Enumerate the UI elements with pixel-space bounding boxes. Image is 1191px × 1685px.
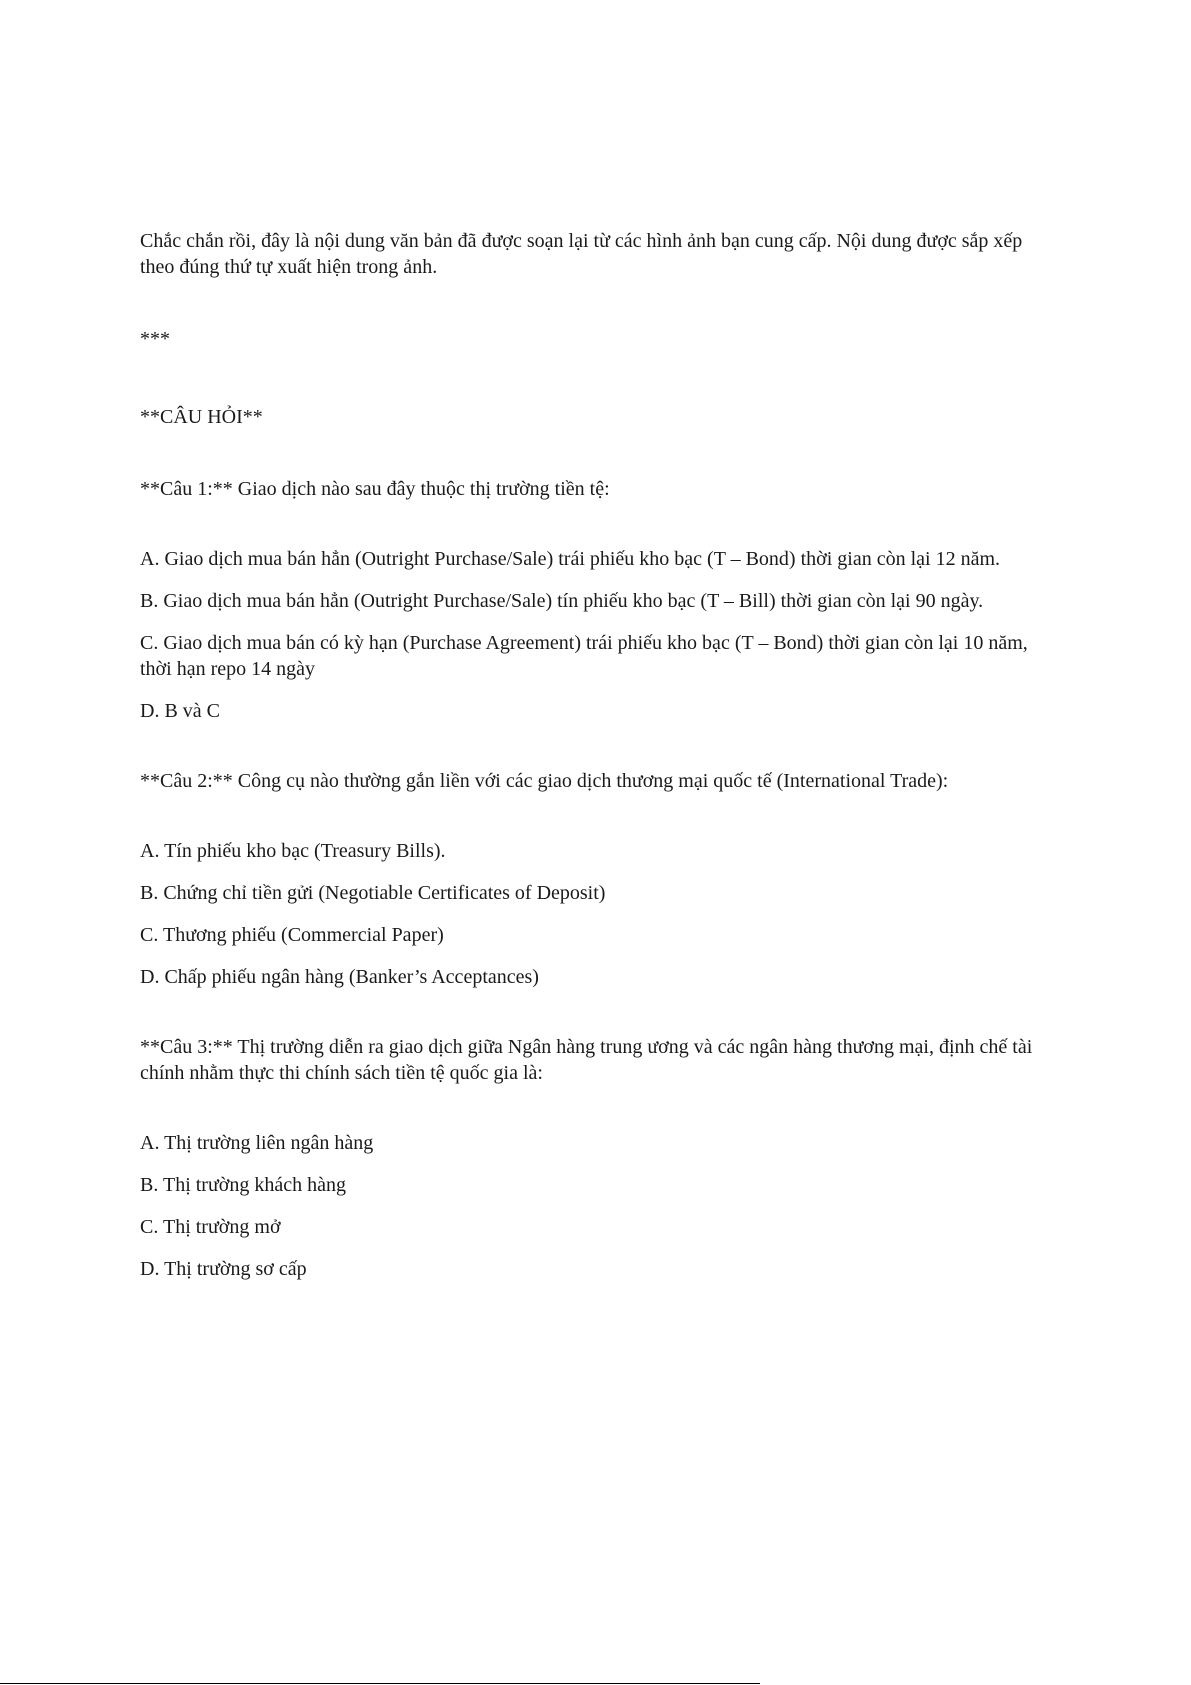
question-1-option-d: D. B và C	[140, 700, 220, 722]
question-3-option-c: C. Thị trường mở	[140, 1216, 281, 1238]
question-2-options	[140, 838, 1055, 990]
question-1-options	[140, 546, 1055, 724]
question-1-option-b: B. Giao dịch mua bán hẳn (Outright Purchase/Sale) tín phiếu kho bạc (T – Bill) thời gian còn lại 90 ngày.	[140, 590, 984, 612]
question-1-option-a: A. Giao dịch mua bán hẳn (Outright Purchase/Sale) trái phiếu kho bạc (T – Bond) thời gian còn lại 12 năm.	[140, 548, 1000, 570]
intro-paragraph: Chắc chắn rồi, đây là nội dung văn bản đã được soạn lại từ các hình ảnh bạn cung cấp. Nội dung được sắp xếp theo đúng thứ tự xuất hiện trong ảnh.	[140, 230, 1023, 278]
question-3-option-b: B. Thị trường khách hàng	[140, 1174, 347, 1196]
question-3-option-d: D. Thị trường sơ cấp	[140, 1258, 307, 1280]
question-1-prompt: **Câu 1:** Giao dịch nào sau đây thuộc thị trường tiền tệ:	[140, 478, 610, 500]
question-2-option-b: B. Chứng chỉ tiền gửi (Negotiable Certificates of Deposit)	[140, 882, 606, 904]
question-2-option-c: C. Thương phiếu (Commercial Paper)	[140, 924, 444, 946]
question-3-prompt: **Câu 3:** Thị trường diễn ra giao dịch giữa Ngân hàng trung ương và các ngân hàng thương mại, định chế tài chính nhằm thực thi chính sách tiền tệ quốc gia là:	[140, 1036, 1033, 1084]
document-content	[140, 228, 1055, 1282]
questions-heading: **CÂU HỎI**	[140, 406, 263, 428]
section-separator: ***	[140, 328, 170, 350]
question-2-option-a: A. Tín phiếu kho bạc (Treasury Bills).	[140, 840, 446, 862]
question-2-prompt: **Câu 2:** Công cụ nào thường gắn liền với các giao dịch thương mại quốc tế (International Trade):	[140, 770, 949, 792]
question-2-option-d: D. Chấp phiếu ngân hàng (Banker’s Acceptances)	[140, 966, 539, 988]
question-3-option-a: A. Thị trường liên ngân hàng	[140, 1132, 374, 1154]
question-3-options	[140, 1130, 1055, 1282]
page-bottom-rule	[0, 1683, 760, 1684]
question-1-option-c: C. Giao dịch mua bán có kỳ hạn (Purchase Agreement) trái phiếu kho bạc (T – Bond) thời gian còn lại 10 năm, thời hạn repo 14 ngày	[140, 632, 1028, 680]
